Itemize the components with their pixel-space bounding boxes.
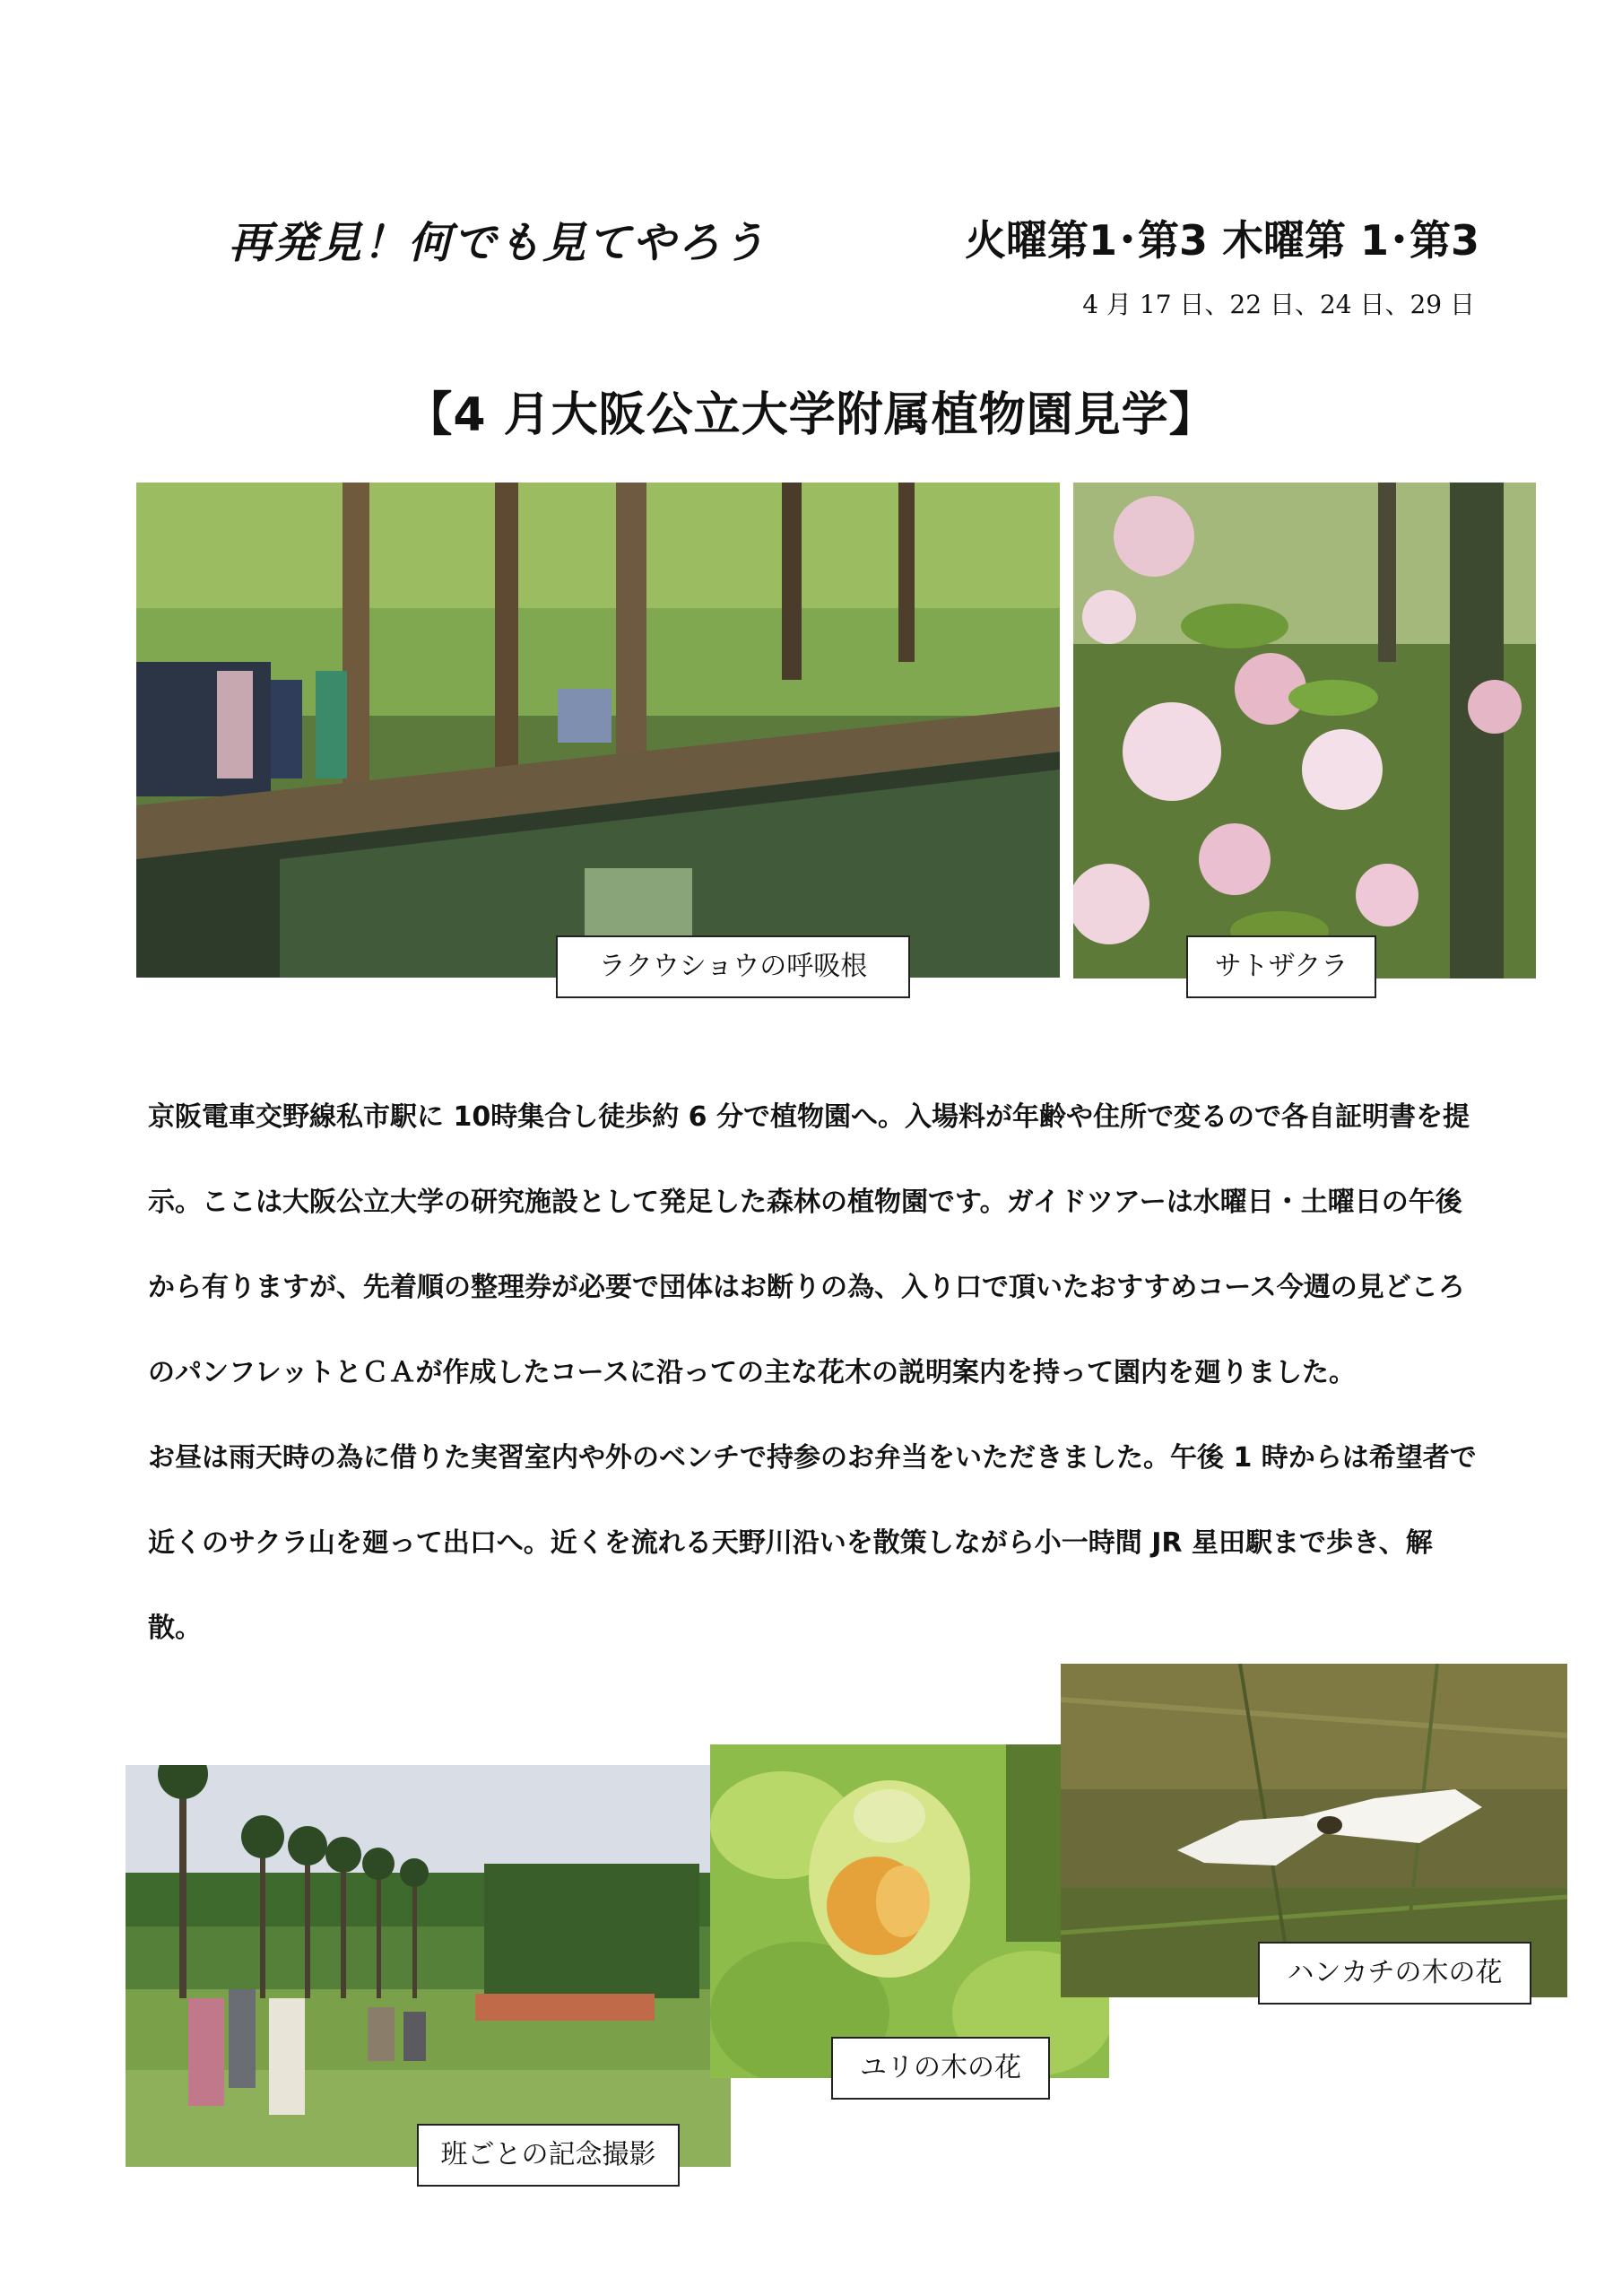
body-paragraph-1: 京阪電車交野線私市駅に 10時集合し徒歩約 6 分で植物園へ。入場料が年齢や住所で変るので各自証明書を提示。ここは大阪公立大学の研究施設として発足した森林の植物園です。ガイドツアーは水曜日・土曜日の午後から有りますが、先着順の整理券が必要で団体はお断りの為、入り口で頂いたおすすめコース今週の見どころのパンフレットとＣＡが作成したコースに沿っての主な花木の説明案内を持って園内を廻りました。 — [148, 1101, 1470, 1388]
caption-sato-zakura: サトザクラ — [1186, 935, 1376, 998]
dates-text: 4 月 17 日、22 日、24 日、29 日 — [1082, 290, 1475, 319]
body-paragraph-2: お昼は雨天時の為に借りた実習室内や外のベンチで持参のお弁当をいただきました。午後 1 時からは希望者で近くのサクラ山を廻って出口へ。近くを流れる天野川沿いを散策しながら小一時間 JR 星田駅まで歩き、解散。 — [148, 1442, 1477, 1644]
photo-sato-zakura — [1073, 483, 1536, 978]
caption-group-photo: 班ごとの記念撮影 — [417, 2124, 680, 2187]
caption-bald-cypress-roots: ラクウショウの呼吸根 — [556, 935, 910, 998]
photo-bald-cypress-roots — [136, 483, 1060, 978]
photo-group — [126, 1765, 731, 2167]
photo-tulip-tree-flower — [710, 1744, 1109, 2078]
caption-handkerchief-tree-flower: ハンカチの木の花 — [1258, 1942, 1531, 2005]
page-title: 【4 月大阪公立大学附属植物園見学】 — [405, 388, 1217, 442]
series-title: 再発見！何でも見てやろう — [229, 218, 768, 268]
schedule-text: 火曜第1･第3 木曜第 1･第3 — [964, 216, 1479, 265]
body-text — [148, 1074, 1484, 1671]
caption-tulip-tree-flower: ユリの木の花 — [831, 2037, 1050, 2100]
